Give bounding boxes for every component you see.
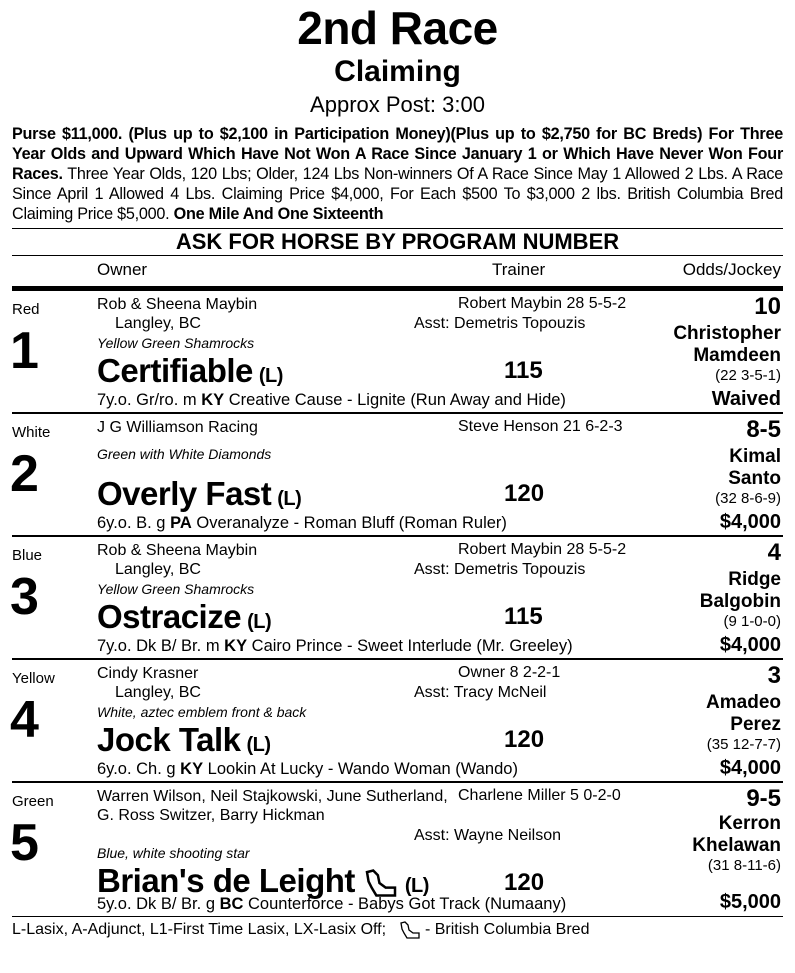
- pedigree-breeding: Overanalyze - Roman Bluff (Roman Ruler): [191, 514, 507, 532]
- saddle-color: Yellow: [12, 670, 55, 687]
- saddle-color: Red: [12, 301, 40, 318]
- silks-description: Yellow Green Shamrocks: [97, 335, 255, 351]
- horse-name: [97, 474, 301, 519]
- jockey-last-name: Mamdeen: [693, 345, 781, 366]
- pedigree-state: BC: [219, 895, 244, 913]
- odds-jockey-column-header: Odds/Jockey: [682, 260, 781, 279]
- horse-name-text: Certifiable: [97, 352, 253, 389]
- saddle-color: Green: [12, 793, 54, 810]
- trainer-name: Owner 8 2-2-1: [458, 664, 561, 681]
- entry-row[interactable]: [12, 783, 783, 917]
- lasix-indicator: (L): [258, 365, 283, 387]
- assistant-trainer: Asst: Demetris Topouzis: [414, 561, 586, 578]
- horse-name-text: Brian's de Leight: [97, 862, 355, 899]
- jockey-name: [673, 323, 781, 367]
- claiming-price: $4,000: [719, 757, 781, 779]
- entry-row[interactable]: [12, 291, 783, 414]
- race-header: [0, 4, 795, 118]
- owner-line-2: G. Ross Switzer, Barry Hickman: [97, 807, 325, 824]
- trainer-name: Robert Maybin 28 5-5-2: [458, 295, 627, 312]
- claiming-price: $5,000: [719, 891, 781, 913]
- pedigree-state: KY: [201, 391, 225, 409]
- program-number: 4: [10, 691, 39, 749]
- program-number: 3: [10, 568, 39, 626]
- medication-legend: L-Lasix, A-Adjunct, L1-First Time Lasix, LX-Lasix Off;: [12, 921, 387, 938]
- horse-name-text: Jock Talk: [97, 721, 241, 758]
- jockey-stats: (32 8-6-9): [715, 490, 781, 507]
- owner-line-1: Cindy Krasner: [97, 665, 199, 682]
- pedigree-age-sex: 6y.o. Ch. g: [97, 760, 181, 778]
- program-number: 2: [10, 445, 39, 503]
- horse-name-text: Ostracize: [97, 598, 242, 635]
- jockey-name: [700, 569, 781, 613]
- pedigree-age-sex: 5y.o. Dk B/ Br. g: [97, 895, 220, 913]
- pedigree-breeding: Counterforce - Babys Got Track (Numaany): [243, 895, 567, 913]
- pedigree-breeding: Cairo Prince - Sweet Interlude (Mr. Greeley): [247, 637, 573, 655]
- morning-line-odds: 3: [767, 662, 781, 689]
- silks-description: White, aztec emblem front & back: [97, 704, 307, 720]
- entry-row[interactable]: [12, 537, 783, 660]
- lasix-indicator: (L): [404, 875, 429, 897]
- jockey-name: [706, 692, 781, 736]
- jockey-last-name: Santo: [728, 468, 781, 489]
- jockey-stats: (35 12-7-7): [706, 736, 781, 753]
- weight: 120: [504, 726, 545, 753]
- owner-name: [97, 418, 258, 437]
- owner-name: [97, 541, 257, 560]
- post-time: Approx Post: 3:00: [310, 92, 485, 117]
- pedigree: [97, 391, 566, 410]
- jockey-stats: (31 8-11-6): [707, 857, 781, 874]
- jockey-name: [692, 813, 781, 857]
- footer-legend: [12, 919, 783, 941]
- morning-line-odds: 4: [767, 539, 781, 566]
- jockey-first-name: Kerron: [718, 813, 781, 834]
- pedigree-breeding: Creative Cause - Lignite (Run Away and Hide): [224, 391, 566, 409]
- claiming-price: Waived: [711, 388, 781, 410]
- silks-description: Yellow Green Shamrocks: [97, 581, 255, 597]
- entry-row[interactable]: [12, 660, 783, 783]
- entry-row[interactable]: [12, 414, 783, 537]
- race-type: Claiming: [334, 55, 461, 88]
- horse-name-text: Overly Fast: [97, 475, 272, 512]
- saddle-color: Blue: [12, 547, 43, 564]
- jockey-name: [728, 446, 781, 490]
- ask-banner: ASK FOR HORSE BY PROGRAM NUMBER: [12, 228, 783, 255]
- owner-location: Langley, BC: [115, 315, 201, 332]
- conditions-distance: One Mile And One Sixteenth: [173, 205, 384, 223]
- british-columbia-map-icon: [363, 869, 399, 897]
- owner-line-1: J G Williamson Racing: [97, 419, 258, 436]
- program-number: 1: [10, 322, 39, 380]
- jockey-first-name: Amadeo: [706, 692, 781, 713]
- owner-location: Langley, BC: [115, 561, 201, 578]
- lasix-indicator: (L): [246, 734, 271, 756]
- jockey-stats: (9 1-0-0): [723, 613, 781, 630]
- horse-name: [97, 597, 271, 642]
- claiming-price: $4,000: [719, 511, 781, 533]
- owner-line-1: Rob & Sheena Maybin: [97, 542, 258, 559]
- pedigree-age-sex: 7y.o. Gr/ro. m: [97, 391, 202, 409]
- silks-description: Green with White Diamonds: [97, 446, 272, 462]
- program-number: 5: [10, 814, 39, 872]
- jockey-last-name: Perez: [730, 714, 781, 735]
- entries-list: [0, 291, 795, 917]
- pedigree-age-sex: 6y.o. B. g: [97, 514, 171, 532]
- pedigree-state: KY: [180, 760, 204, 778]
- weight: 120: [504, 869, 545, 896]
- weight: 115: [504, 603, 543, 630]
- pedigree: [97, 637, 573, 656]
- saddle-color: White: [12, 424, 51, 441]
- pedigree-breeding: Lookin At Lucky - Wando Woman (Wando): [203, 760, 518, 778]
- pedigree-state: KY: [224, 637, 248, 655]
- claiming-price: $4,000: [719, 634, 781, 656]
- race-title: 2nd Race: [297, 2, 498, 54]
- owner-name: [97, 664, 198, 683]
- pedigree-age-sex: 7y.o. Dk B/ Br. m: [97, 637, 225, 655]
- owner-location: Langley, BC: [115, 684, 201, 701]
- silks-description: Blue, white shooting star: [97, 845, 250, 861]
- morning-line-odds: 8-5: [746, 416, 781, 443]
- assistant-trainer: Asst: Wayne Neilson: [414, 827, 562, 844]
- morning-line-odds: 9-5: [746, 785, 781, 812]
- weight: 115: [504, 357, 543, 384]
- pedigree: [97, 760, 518, 779]
- conditions-text: Three Year Olds, 120 Lbs; Older, 124 Lbs Non-winners Of A Race Since May 1 Allowed 2 Lbs. A Race Since April 1 Allowed 4 Lbs. Claiming Price $4,000, For Each $500 To $3,000 2 lbs. British Columbia Bred Claiming Price $5,000.: [12, 165, 783, 223]
- jockey-first-name: Kimal: [729, 446, 781, 467]
- jockey-stats: (22 3-5-1): [715, 367, 781, 384]
- lasix-indicator: (L): [247, 611, 272, 633]
- jockey-last-name: Balgobin: [699, 591, 781, 612]
- trainer-name: Steve Henson 21 6-2-3: [458, 418, 623, 435]
- owner-line-1: Rob & Sheena Maybin: [97, 296, 258, 313]
- trainer-name: Charlene Miller 5 0-2-0: [458, 787, 621, 804]
- assistant-trainer: Asst: Demetris Topouzis: [414, 315, 586, 332]
- assistant-trainer: Asst: Tracy McNeil: [414, 684, 547, 701]
- morning-line-odds: 10: [754, 293, 781, 320]
- horse-name: [97, 351, 283, 396]
- bc-bred-note: - British Columbia Bred: [424, 921, 590, 938]
- owner-line-1: Warren Wilson, Neil Stajkowski, June Sutherland,: [97, 788, 448, 805]
- trainer-name: Robert Maybin 28 5-5-2: [458, 541, 627, 558]
- horse-name: [97, 720, 271, 765]
- pedigree-state: PA: [170, 514, 192, 532]
- owner-name: [97, 295, 257, 314]
- jockey-last-name: Khelawan: [692, 835, 781, 856]
- jockey-first-name: Ridge: [728, 569, 781, 590]
- pedigree: [97, 514, 507, 533]
- lasix-indicator: (L): [277, 488, 302, 510]
- pedigree: [97, 895, 566, 914]
- weight: 120: [504, 480, 545, 507]
- owner-name: [97, 787, 448, 825]
- conditions-purse: Purse $11,000. (Plus up to $2,100 in Participation Money)(Plus up to $2,750 for BC Breds) For Three Year Olds and Upward Which Have Not Won A Race Since January 1 or Which Have Never Won Four Races.: [12, 125, 783, 183]
- jockey-first-name: Christopher: [673, 323, 781, 344]
- column-header: [12, 255, 783, 286]
- race-conditions: [12, 124, 783, 224]
- owner-column-header: Owner: [97, 260, 148, 279]
- trainer-column-header: Trainer: [492, 260, 546, 279]
- british-columbia-map-icon: [399, 921, 421, 939]
